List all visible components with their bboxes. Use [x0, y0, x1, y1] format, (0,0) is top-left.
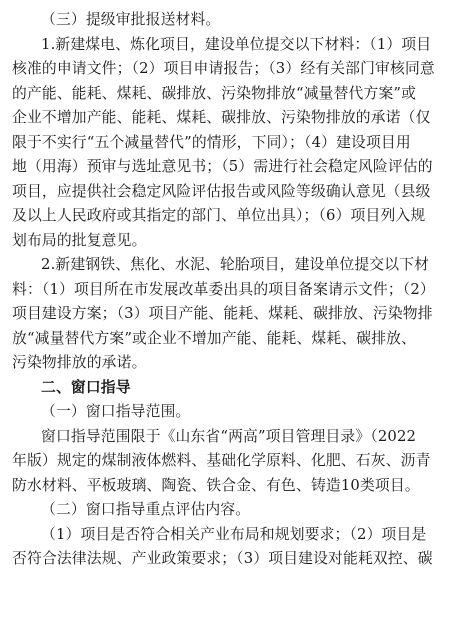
text-line: 年版）规定的煤制液体燃料、基础化学原料、化肥、石灰、沥青 [12, 452, 431, 469]
text-line: 划布局的批复意见。 [12, 231, 147, 249]
document-body [12, 8, 438, 572]
text-line: 的产能、能耗、煤耗、碳排放、污染物排放“减量替代方案”或 [12, 84, 417, 102]
text-line: （二）窗口指导重点评估内容。 [41, 501, 251, 518]
text-line: （三）提级审批报送材料。 [41, 11, 221, 28]
text-line: 窗口指导范围限于《山东省“两高”项目管理目录》（2022 [41, 427, 417, 445]
text-line: 核准的申请文件；（2）项目申请报告；（3）经有关部门审核同意 [12, 60, 435, 77]
text-line: 放“减量替代方案”或企业不增加产能、能耗、煤耗、碳排放、 [12, 329, 417, 347]
text-line: 及以上人民政府或其指定的部门、单位出具）；（6）项目列入规 [12, 207, 426, 224]
text-line: 限于不实行“五个减量替代”的情形，下同）；（4）建设项目用 [12, 133, 411, 151]
text-line: 2.新建钢铁、焦化、水泥、轮胎项目，建设单位提交以下材 [41, 256, 430, 273]
text-line: （1）项目是否符合相关产业布局和规划要求；（2）项目是 [41, 525, 427, 543]
text-line: 项目建设方案；（3）项目产能、能耗、煤耗、碳排放、污染物排 [12, 305, 433, 322]
text-line: （一）窗口指导范围。 [41, 403, 191, 420]
text-line: 地（用海）预审与选址意见书；（5）需进行社会稳定风险评估的 [12, 158, 433, 175]
text-line: 污染物排放的承诺。 [12, 354, 147, 371]
text-line: 料：（1）项目所在市发展改革委出具的项目备案请示文件；（2） [12, 280, 435, 298]
text-line: 否符合法律法规、产业政策要求；（3）项目建设对能耗双控、碳 [12, 550, 433, 567]
text-line: 防水材料、平板玻璃、陶瓷、铁合金、有色、铸造10类项目。 [12, 476, 420, 494]
text-line: 1.新建煤电、炼化项目，建设单位提交以下材料：（1）项目 [41, 35, 432, 53]
section-heading: 二、窗口指导 [41, 378, 131, 396]
text-line: 项目，应提供社会稳定风险评估报告或风险等级确认意见（县级 [12, 182, 431, 200]
text-line: 企业不增加产能、能耗、煤耗、碳排放、污染物排放的承诺（仅 [12, 109, 431, 126]
